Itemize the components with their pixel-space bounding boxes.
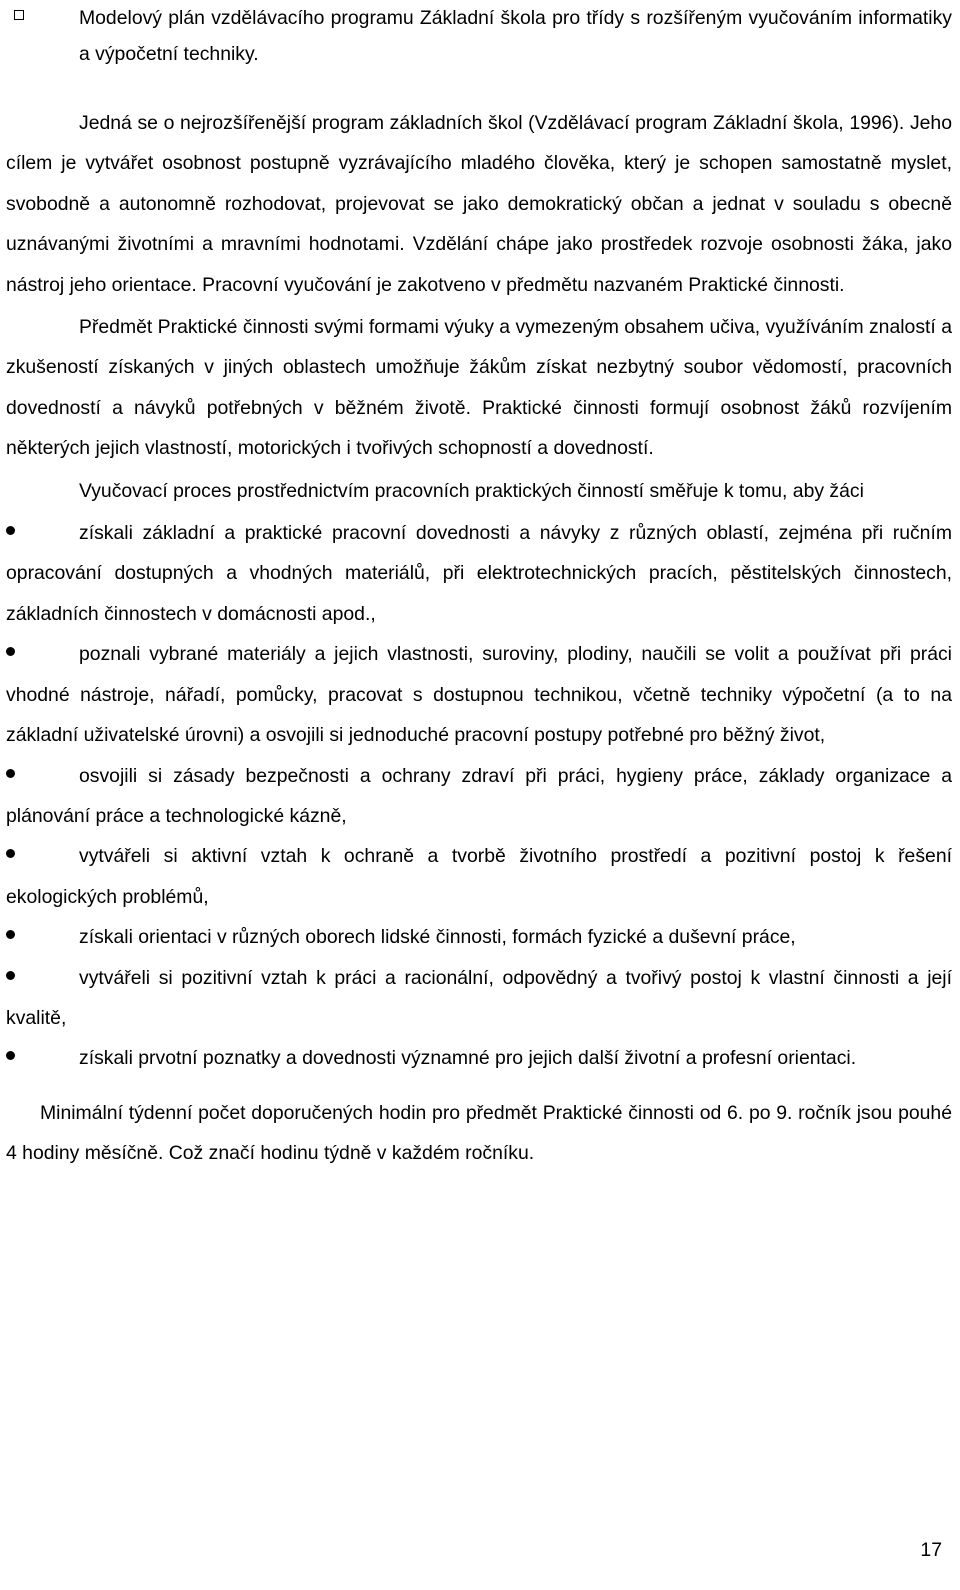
bullet-icon [6, 526, 15, 535]
list-item [6, 513, 952, 634]
list-item-text: získali základní a praktické pracovní dovednosti a návyky z různých oblastí, zejména při ručním opracování dostupných a vhodných materiálů, při elektrotechnických pracích, pěstitelských činnostech, základních činnostech v domácnosti apod., [6, 522, 952, 625]
bullet-icon [6, 1051, 15, 1060]
section-heading [6, 0, 952, 72]
list-item [6, 958, 952, 1039]
list-item [6, 917, 952, 957]
paragraph-intro: Jedná se o nejrozšířenější program základních škol (Vzdělávací program Základní škola, 1996). Jeho cílem je vytvářet osobnost postupně vyzrávajícího mladého člověka, který je schopen samostatně myslet, svobodně a autonomně rozhodovat, projevovat se jako demokratický občan a jednat v souladu s obecně uznávanými životními a mravními hodnotami. Vzdělání chápe jako prostředek rozvoje osobnosti žáka, jako nástroj jeho orientace. Pracovní vyučování je zakotveno v předmětu nazvaném Praktické činnosti. [6, 112, 952, 296]
section-heading-text: Modelový plán vzdělávacího programu Základní škola pro třídy s rozšířeným vyučováním informatiky a výpočetní techniky. [79, 7, 952, 65]
checkbox-icon [14, 10, 24, 20]
list-item-text: vytvářeli si pozitivní vztah k práci a racionální, odpovědný a tvořivý postoj k vlastní činnosti a její kvalitě, [6, 966, 952, 1029]
paragraph-subject: Předmět Praktické činnosti svými formami výuky a vymezeným obsahem učiva, využíváním znalostí a zkušeností získaných v jiných oblastech umožňuje žákům získat nezbytný soubor vědomostí, pracovních dovedností a návyků potřebných v běžném životě. Praktické činnosti formují osobnost žáků rozvíjením některých jejich vlastností, motorických i tvořivých schopností a dovedností. [6, 316, 952, 460]
list-item [6, 1038, 952, 1078]
bullet-icon [6, 971, 15, 980]
list-item [6, 836, 952, 917]
list-item-text: získali orientaci v různých oborech lidské činnosti, formách fyzické a duševní práce, [79, 926, 796, 949]
document-body [6, 0, 952, 1174]
list-item-text: vytvářeli si aktivní vztah k ochraně a tvorbě životního prostředí a pozitivní postoj k řešení ekologických problémů, [6, 845, 952, 908]
bullet-icon [6, 647, 15, 656]
paragraph-summary: Minimální týdenní počet doporučených hodin pro předmět Praktické činnosti od 6. po 9. ročník jsou pouhé 4 hodiny měsíčně. Což značí hodinu týdně v každém ročníku. [6, 1101, 952, 1165]
bullet-icon [6, 930, 15, 939]
bullet-icon [6, 849, 15, 858]
list-item [6, 634, 952, 755]
list-item-text: poznali vybrané materiály a jejich vlastnosti, suroviny, plodiny, naučili se volit a používat při práci vhodné nástroje, nářadí, pomůcky, pracovat s dostupnou technikou, včetně techniky výpočetní (a to na základní uživatelské úrovni) a osvojili si jednoduché pracovní postupy potřebné pro běžný život, [6, 643, 952, 747]
paragraph-process: Vyučovací proces prostřednictvím pracovních praktických činností směřuje k tomu, aby žáci [79, 479, 864, 502]
page-number: 17 [920, 1539, 942, 1561]
goals-list [6, 513, 952, 1079]
list-item-text: osvojili si zásady bezpečnosti a ochrany zdraví při práci, hygieny práce, základy organizace a plánování práce a technologické kázně, [6, 764, 952, 827]
list-item-text: získali prvotní poznatky a dovednosti významné pro jejich další životní a profesní orientaci. [79, 1047, 857, 1070]
bullet-icon [6, 769, 15, 778]
list-item [6, 756, 952, 837]
